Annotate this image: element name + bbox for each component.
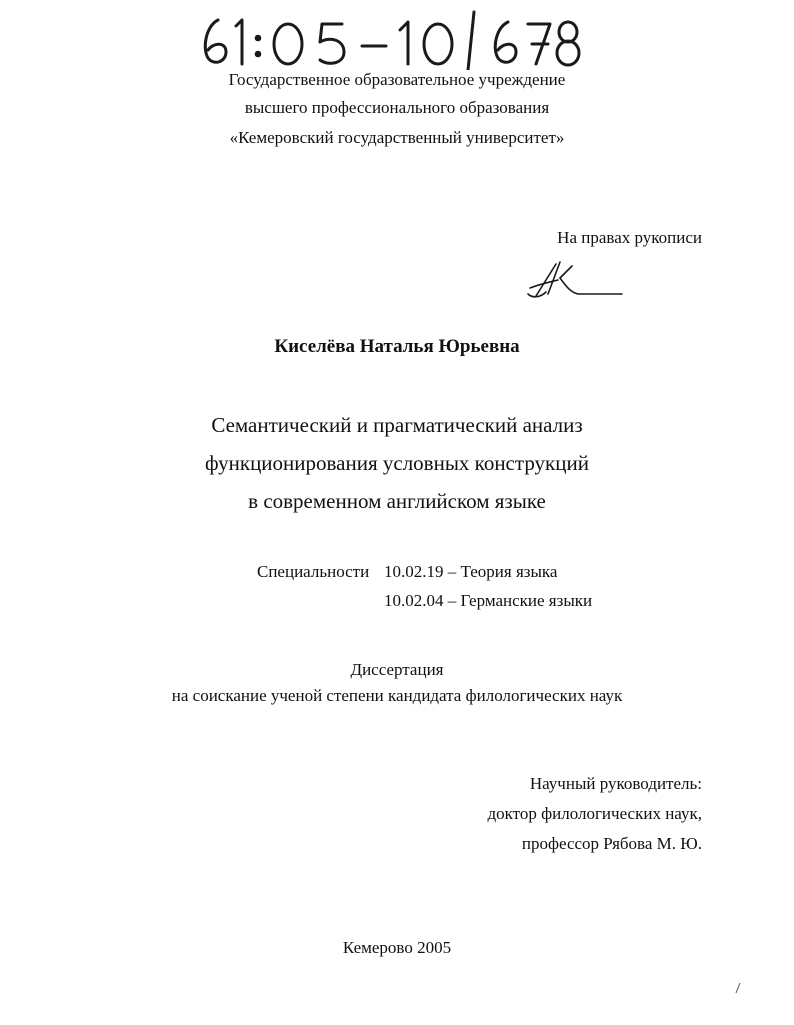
pencil-mark — [734, 982, 742, 994]
specialties-label: Специальности — [257, 562, 370, 581]
thesis-title-line-2: функционирования условных конструкций — [205, 451, 589, 475]
thesis-title-line-3: в современном английском языке — [248, 489, 546, 513]
specialty-item: 10.02.04 – Германские языки — [384, 591, 593, 610]
supervisor-name: профессор Рябова М. Ю. — [521, 834, 702, 853]
institution-line-2: высшего профессионального образования — [244, 98, 550, 117]
dissertation-heading: Диссертация — [350, 660, 444, 679]
thesis-title-line-1: Семантический и прагматический анализ — [211, 413, 583, 437]
supervisor-label: Научный руководитель: — [529, 774, 702, 793]
city-year: Кемерово 2005 — [342, 938, 452, 957]
author-signature — [526, 258, 626, 304]
institution-line-3: «Кемеровский государственный университет» — [229, 128, 565, 147]
handwritten-catalog-code — [196, 8, 596, 70]
institution-line-1: Государственное образовательное учреждение — [228, 70, 566, 89]
manuscript-rights-note: На правах рукописи — [557, 228, 702, 247]
author-name: Киселёва Наталья Юрьевна — [274, 336, 520, 357]
specialty-item: 10.02.19 – Теория языка — [384, 562, 558, 581]
supervisor-degree: доктор филологических наук, — [487, 804, 702, 823]
dissertation-purpose: на соискание ученой степени кандидата филологических наук — [171, 686, 623, 705]
